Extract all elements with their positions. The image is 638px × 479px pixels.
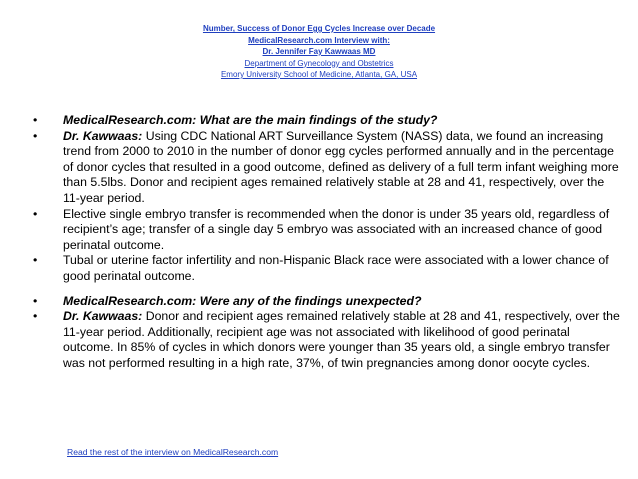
bullet-embryo-transfer — [33, 207, 623, 254]
interview-subtitle-link[interactable]: MedicalResearch.com Interview with: — [248, 35, 390, 45]
answer-text: Donor and recipient ages remained relatively stable at 28 and 41, respectively, over the 11-year period. Additionally, recipient age was not associated with likelihood of good perinatal outcome. In 85% of cycles in which donors were younger than 35 years old, a single embryo transfer was not performed resulting in a high rate, 37%, of twin pregnancies among donor oocyte cycles. — [63, 309, 620, 370]
question-text: MedicalResearch.com: What are the main findings of the study? — [63, 113, 438, 127]
bullet-answer-main-findings — [33, 129, 623, 207]
answer-text: Using CDC National ART Surveillance System (NASS) data, we found an increasing trend from 2000 to 2010 in the number of donor egg cycles performed annually and in the percentage of donor cycles that resulted in a good outcome, defined as delivery of a full term infant weighing more than 5.5lbs. Donor and recipient ages remained relatively stable at 28 and 41, respectively, over the 11-year period. — [63, 128, 619, 205]
question-text: MedicalResearch.com: Were any of the findings unexpected? — [63, 293, 422, 308]
article-title-link[interactable]: Number, Success of Donor Egg Cycles Increase over Decade — [202, 24, 436, 33]
bullet-question-unexpected — [33, 294, 623, 310]
article-header — [0, 23, 638, 81]
department-link[interactable]: Department of Gynecology and Obstetrics — [244, 58, 394, 68]
speaker-name: Dr. Kawwaas: — [63, 309, 143, 324]
read-more-link[interactable]: Read the rest of the interview on MedicalResearch.com — [67, 447, 279, 457]
institution-link[interactable]: Emory University School of Medicine, Atlanta, GA, USA — [220, 70, 418, 79]
bullet-answer-unexpected — [33, 309, 623, 371]
bullet-question-main-findings — [33, 113, 623, 129]
interview-bullet-list — [33, 113, 623, 372]
bullet-text: Elective single embryo transfer is recommended when the donor is under 35 years old, regardless of recipient’s age; transfer of a single day 5 embryo was associated with an increased chance of good perinatal outcome. — [63, 206, 610, 252]
author-name-link[interactable]: Dr. Jennifer Fay Kawwaas MD — [262, 47, 376, 56]
bullet-infertility-factors — [33, 253, 623, 284]
speaker-name: Dr. Kawwaas: — [63, 128, 143, 143]
bullet-text: Tubal or uterine factor infertility and non-Hispanic Black race were associated with a lower chance of good perinatal outcome. — [63, 253, 609, 283]
